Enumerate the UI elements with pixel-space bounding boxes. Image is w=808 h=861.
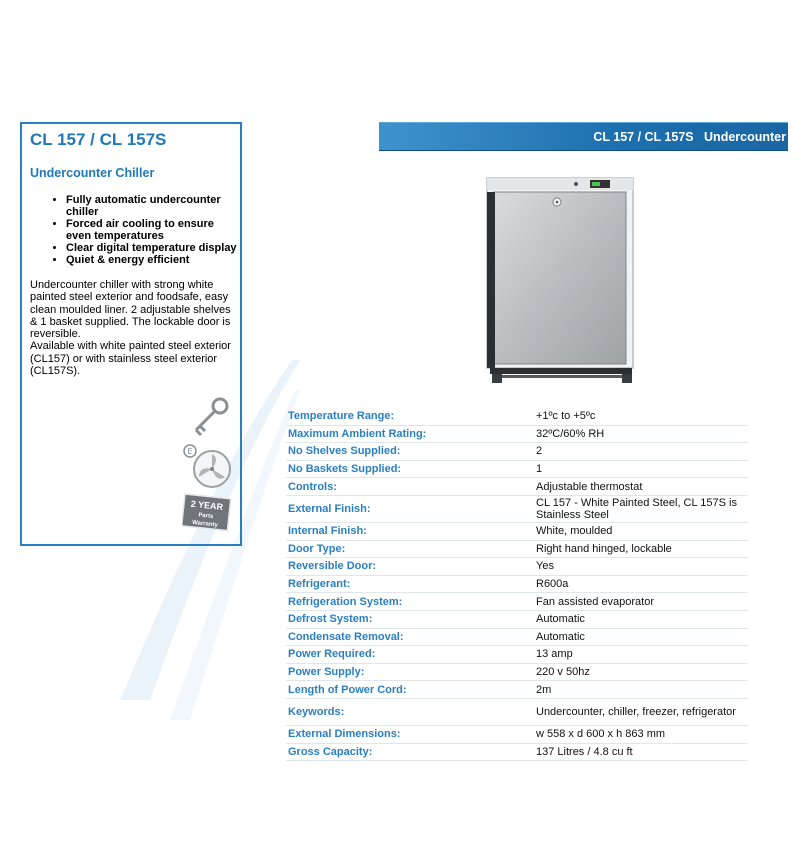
spec-row	[286, 646, 748, 664]
spec-label: Controls:	[286, 478, 534, 496]
spec-row	[286, 478, 748, 496]
spec-value: +1ºc to +5ºc	[534, 408, 748, 425]
spec-label: No Baskets Supplied:	[286, 460, 534, 478]
spec-label: Temperature Range:	[286, 408, 534, 425]
spec-row	[286, 558, 748, 576]
spec-value: w 558 x d 600 x h 863 mm	[534, 725, 748, 743]
warranty-text: Parts	[198, 512, 214, 521]
header-title: CL 157 / CL 157S Undercounter	[593, 130, 786, 144]
spec-value: 32ºC/60% RH	[534, 425, 748, 443]
spec-row	[286, 575, 748, 593]
energy-fan-icon	[184, 445, 230, 487]
specification-table	[286, 408, 748, 761]
spec-value: CL 157 - White Painted Steel, CL 157S is Stainless Steel	[534, 495, 748, 522]
spec-value: Fan assisted evaporator	[534, 593, 748, 611]
product-summary-box	[20, 122, 242, 546]
feature-icons	[182, 394, 252, 534]
spec-value: Automatic	[534, 628, 748, 646]
spec-row	[286, 628, 748, 646]
spec-row	[286, 698, 748, 725]
spec-row	[286, 610, 748, 628]
feature-item: • Fully automatic undercounter chiller	[66, 194, 242, 218]
spec-row	[286, 460, 748, 478]
spec-label: Refrigeration System:	[286, 593, 534, 611]
svg-text:E: E	[187, 447, 193, 456]
spec-row	[286, 443, 748, 461]
spec-label: Condensate Removal:	[286, 628, 534, 646]
feature-item: • Clear digital temperature display	[66, 242, 242, 254]
product-title: CL 157 / CL 157S	[30, 130, 167, 149]
product-subtitle: Undercounter Chiller	[30, 166, 155, 180]
spec-row	[286, 663, 748, 681]
spec-row	[286, 522, 748, 540]
description-paragraph: Undercounter chiller with strong white painted steel exterior and foodsafe, easy clean moulded liner. 2 adjustable shelves & 1 basket supplied. The lockable door is reversible.	[30, 279, 231, 341]
spec-row	[286, 408, 748, 425]
spec-label: Internal Finish:	[286, 522, 534, 540]
spec-label: Gross Capacity:	[286, 743, 534, 761]
spec-value: 137 Litres / 4.8 cu ft	[534, 743, 748, 761]
feature-item: • Forced air cooling to ensure even temperatures	[66, 218, 242, 242]
spec-value: Automatic	[534, 610, 748, 628]
key-icon	[196, 399, 227, 435]
spec-value: Undercounter, chiller, freezer, refrigerator	[534, 698, 748, 725]
spec-row	[286, 540, 748, 558]
spec-row	[286, 681, 748, 699]
spec-value: White, moulded	[534, 522, 748, 540]
spec-row	[286, 743, 748, 761]
description-paragraph: Available with white painted steel exterior (CL157) or with stainless steel exterior (CL157S).	[30, 340, 231, 378]
product-description	[30, 279, 238, 377]
warranty-text: 2 YEAR	[190, 498, 224, 513]
spec-row	[286, 495, 748, 522]
spec-row	[286, 593, 748, 611]
spec-label: No Shelves Supplied:	[286, 443, 534, 461]
warranty-badge-icon	[182, 494, 231, 531]
spec-label: Refrigerant:	[286, 575, 534, 593]
spec-value: R600a	[534, 575, 748, 593]
spec-label: Length of Power Cord:	[286, 681, 534, 699]
spec-value: Adjustable thermostat	[534, 478, 748, 496]
spec-value: 1	[534, 460, 748, 478]
spec-label: External Dimensions:	[286, 725, 534, 743]
spec-label: Power Supply:	[286, 663, 534, 681]
spec-label: External Finish:	[286, 495, 534, 522]
spec-row	[286, 425, 748, 443]
undercounter-chiller-image	[486, 176, 636, 386]
spec-row	[286, 725, 748, 743]
feature-item: • Quiet & energy efficient	[66, 254, 242, 266]
spec-label: Defrost System:	[286, 610, 534, 628]
warranty-text: Warranty	[191, 519, 219, 529]
spec-value: 220 v 50hz	[534, 663, 748, 681]
spec-label: Door Type:	[286, 540, 534, 558]
spec-value: 2	[534, 443, 748, 461]
spec-label: Maximum Ambient Rating:	[286, 425, 534, 443]
spec-label: Reversible Door:	[286, 558, 534, 576]
spec-value: Yes	[534, 558, 748, 576]
spec-value: 2m	[534, 681, 748, 699]
spec-label: Keywords:	[286, 698, 534, 725]
feature-list	[50, 194, 242, 266]
spec-label: Power Required:	[286, 646, 534, 664]
spec-value: 13 amp	[534, 646, 748, 664]
product-header-band	[379, 122, 788, 151]
spec-value: Right hand hinged, lockable	[534, 540, 748, 558]
